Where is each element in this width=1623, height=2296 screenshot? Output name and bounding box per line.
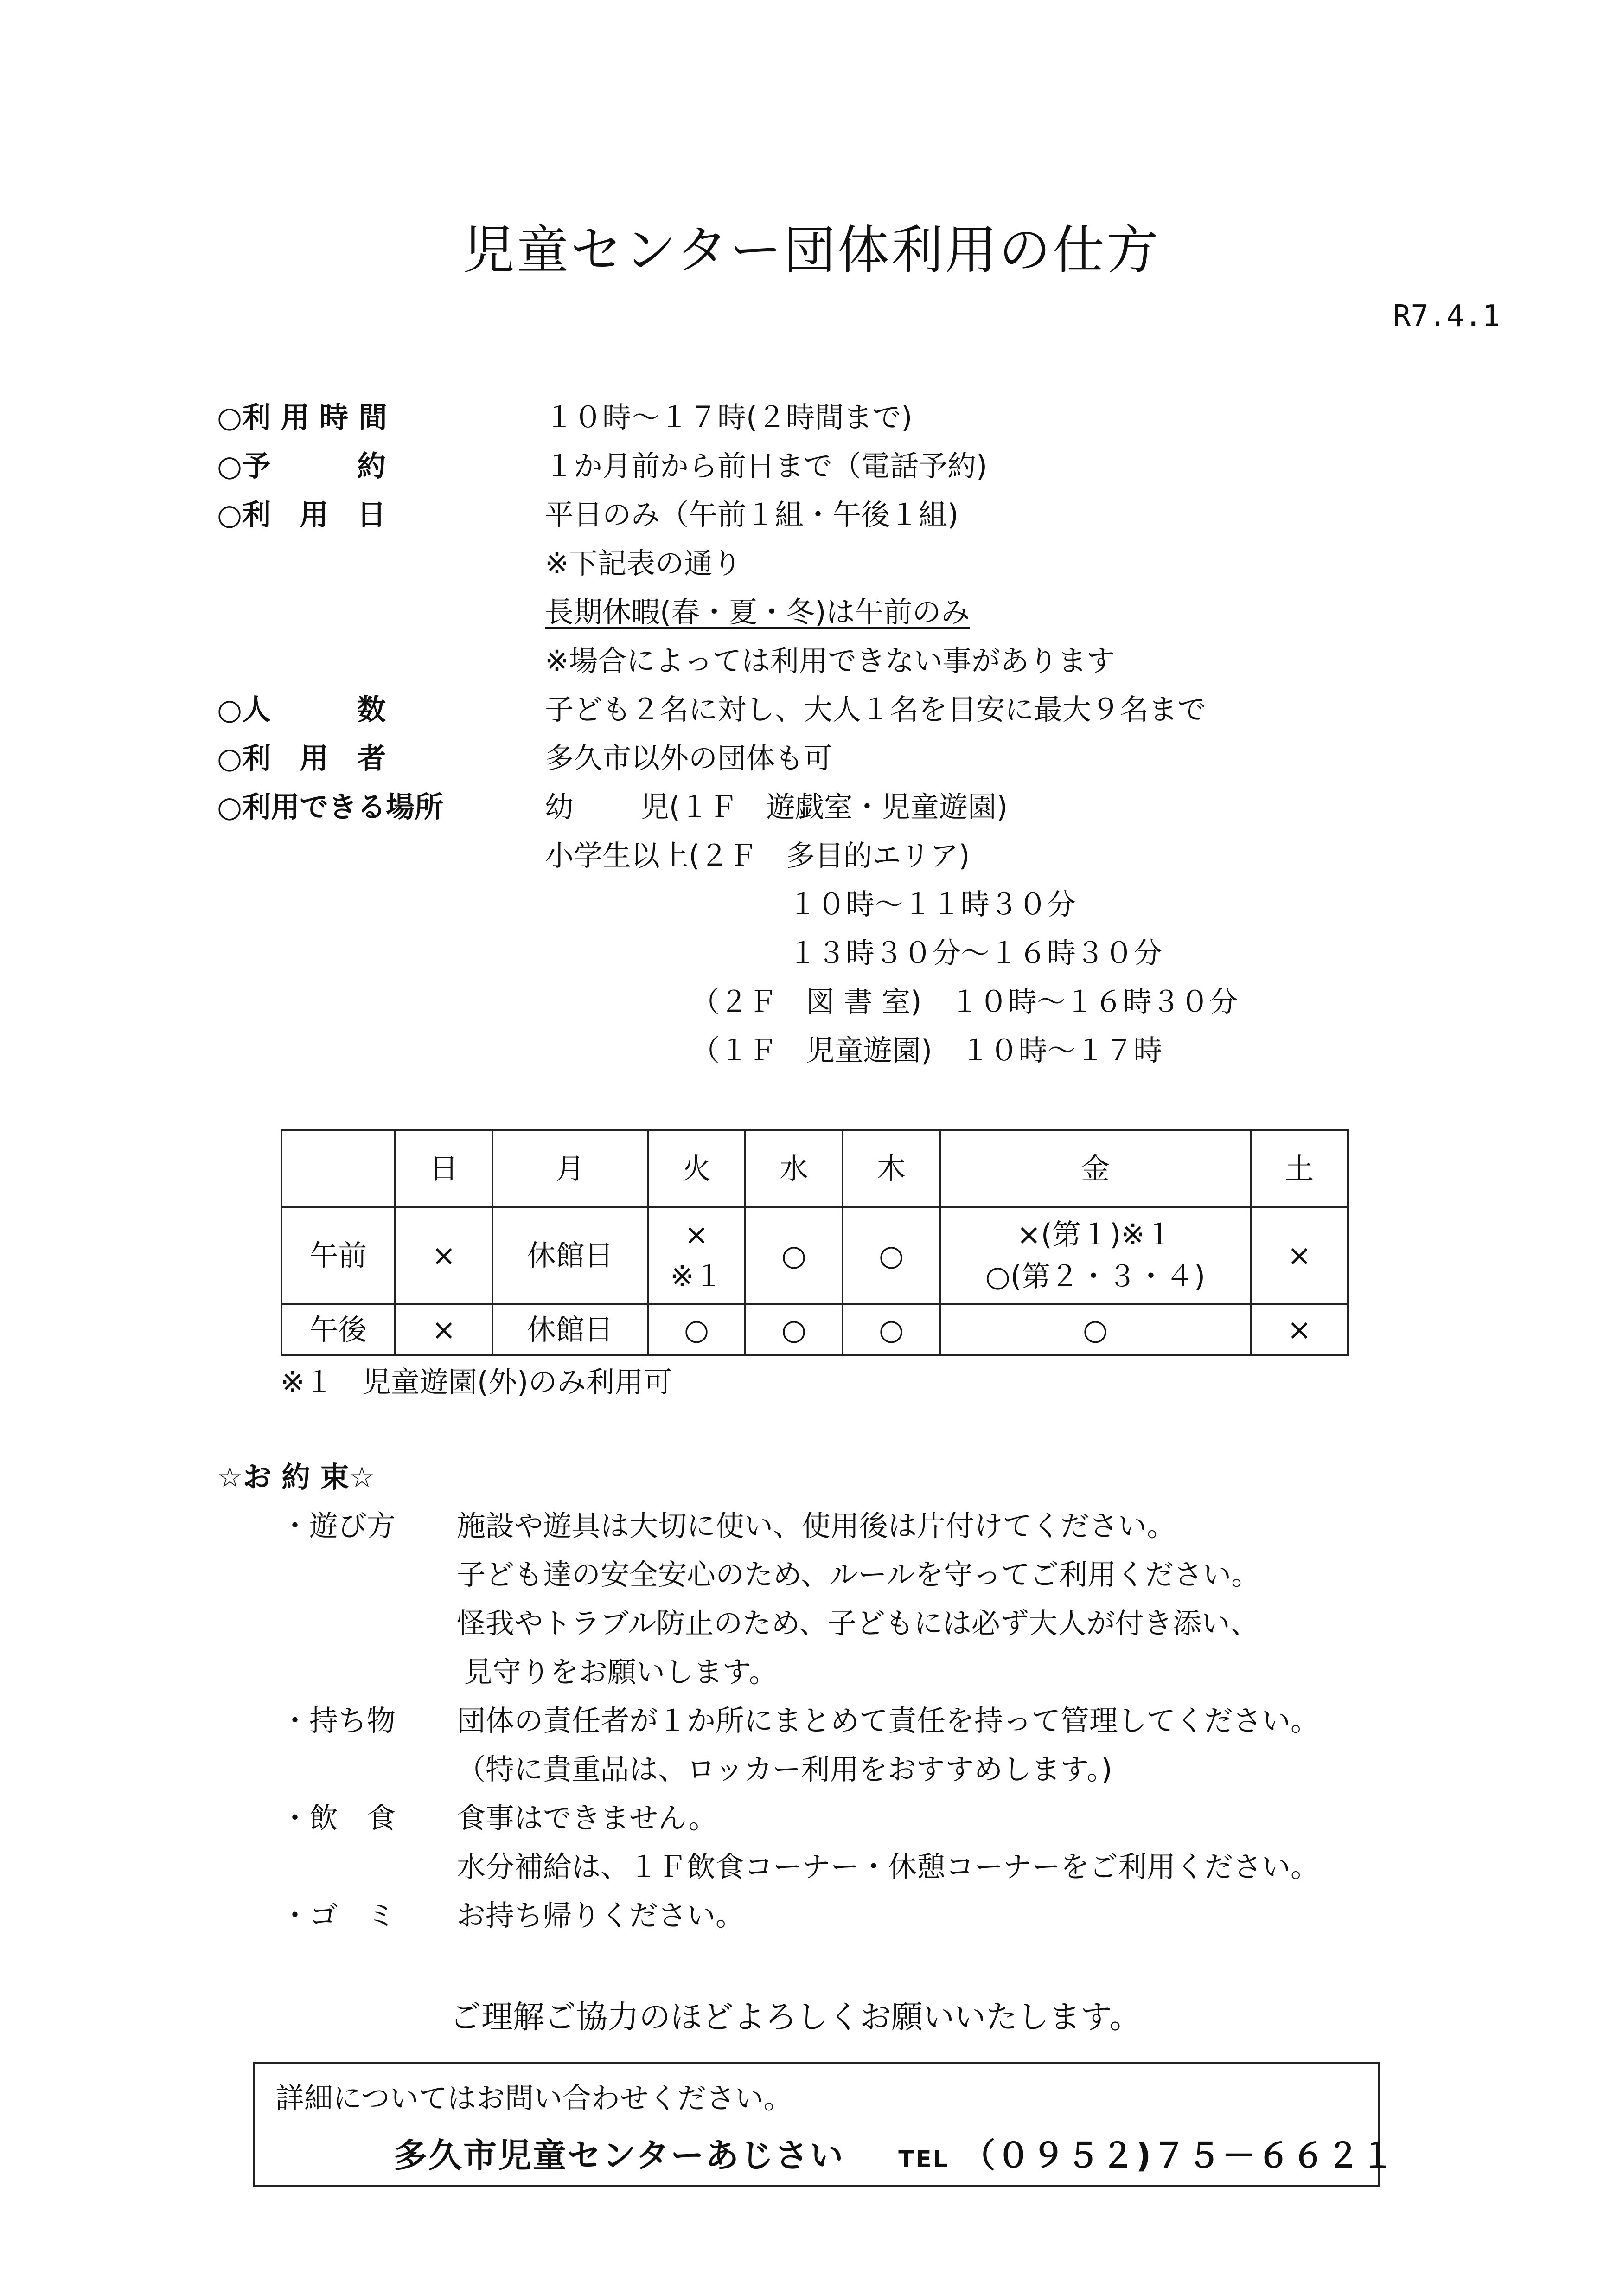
- phone-label: TEL: [898, 2146, 949, 2173]
- pm-tue: ○: [648, 1304, 745, 1355]
- contact-org: 多久市児童センターあじさい: [394, 2136, 845, 2175]
- info-place-infant: 幼 児(１Ｆ 遊戯室・児童遊園): [545, 790, 1008, 824]
- contact-details: [394, 2129, 1396, 2177]
- promise-trash-line1: お持ち帰りください。: [457, 1898, 745, 1932]
- pm-mon: 休館日: [492, 1304, 648, 1355]
- header-mon: 月: [492, 1130, 648, 1207]
- promise-play-line2: 子ども達の安全安心のため、ルールを守ってご利用ください。: [457, 1558, 1260, 1591]
- schedule-am-row: [281, 1207, 1348, 1304]
- am-fri: [940, 1207, 1251, 1304]
- header-wed: 水: [745, 1130, 843, 1207]
- info-place-elementary: 小学生以上(２Ｆ 多目的エリア): [545, 839, 970, 872]
- info-place-time1: １０時～１１時３０分: [788, 887, 1076, 921]
- header-tue: 火: [648, 1130, 745, 1207]
- promise-belongings-line1: 団体の責任者が１か所にまとめて責任を持って管理してください。: [457, 1704, 1320, 1738]
- promise-label-trash: ・ゴ ミ: [281, 1898, 396, 1932]
- header-sun: 日: [395, 1130, 492, 1207]
- am-fri-line1: ×(第１)※１: [1016, 1218, 1174, 1251]
- schedule-pm-row: [281, 1304, 1348, 1355]
- pm-sat: ×: [1251, 1304, 1348, 1355]
- promise-play-line4: 見守りをお願いします。: [464, 1655, 778, 1689]
- pm-wed: ○: [745, 1304, 843, 1355]
- promise-food-line1: 食事はできません。: [457, 1801, 717, 1835]
- promise-food-line2: 水分補給は、１Ｆ飲食コーナー・休憩コーナーをご利用ください。: [457, 1850, 1320, 1884]
- promise-heading: ☆お 約 束☆: [217, 1460, 375, 1494]
- am-tue: [648, 1207, 745, 1304]
- am-wed: ○: [745, 1207, 843, 1304]
- schedule-table: [281, 1129, 1349, 1356]
- am-sat: ×: [1251, 1207, 1348, 1304]
- promise-play-line3: 怪我やトラブル防止のため、子どもには必ず大人が付き添い、: [457, 1606, 1259, 1640]
- pm-thu: ○: [843, 1304, 940, 1355]
- header-empty: [281, 1130, 395, 1207]
- info-label-hours: ○利 用 時 間: [217, 400, 387, 434]
- phone-number[interactable]: （０９５２)７５－６６２１: [962, 2136, 1396, 2175]
- info-days-note3: ※場合によっては利用できない事があります: [545, 644, 1115, 678]
- info-label-people: ○人 数: [217, 693, 386, 726]
- info-value-users: 多久市以外の団体も可: [545, 741, 833, 775]
- pm-label: 午後: [281, 1304, 395, 1355]
- am-label: 午前: [281, 1207, 395, 1304]
- info-place-park: （１Ｆ 児童遊園) １０時～１７時: [691, 1033, 1163, 1067]
- am-fri-line2: ○(第２・３・４): [985, 1259, 1206, 1293]
- contact-box: [253, 2062, 1396, 2187]
- schedule-header-row: [281, 1130, 1348, 1207]
- revision-date: R7.4.1: [1393, 299, 1500, 333]
- pm-fri: ○: [940, 1304, 1251, 1355]
- promise-belongings-line2: （特に貴重品は、ロッカー利用をおすすめします。): [457, 1752, 1112, 1786]
- am-tue-line2: ※１: [670, 1259, 723, 1293]
- info-days-note1: ※下記表の通り: [545, 546, 741, 580]
- am-thu: ○: [843, 1207, 940, 1304]
- am-sun: ×: [395, 1207, 492, 1304]
- promise-label-belongings: ・持ち物: [281, 1704, 396, 1738]
- contact-intro: 詳細についてはお問い合わせください。: [275, 2081, 792, 2115]
- info-value-days: 平日のみ（午前１組・午後１組): [545, 498, 959, 532]
- header-sat: 土: [1251, 1130, 1348, 1207]
- info-label-users: ○利 用 者: [217, 741, 386, 775]
- page-title: 児童センター団体利用の仕方: [463, 220, 1160, 281]
- promise-label-play: ・遊び方: [281, 1509, 396, 1543]
- info-value-hours: １０時～１７時(２時間まで): [545, 400, 913, 434]
- pm-sun: ×: [395, 1304, 492, 1355]
- promise-play-line1: 施設や遊具は大切に使い、使用後は片付けてください。: [457, 1509, 1176, 1543]
- am-tue-line1: ×: [684, 1218, 709, 1251]
- header-fri: 金: [940, 1130, 1251, 1207]
- closing-message: ご理解ご協力のほどよろしくお願いいたします。: [450, 1999, 1141, 2036]
- promise-label-food: ・飲 食: [281, 1801, 396, 1835]
- info-days-note2: 長期休暇(春・夏・冬)は午前のみ: [545, 595, 970, 629]
- info-label-places: ○利用できる場所: [217, 790, 444, 824]
- am-mon: 休館日: [492, 1207, 648, 1304]
- info-place-time2: １３時３０分～１６時３０分: [788, 936, 1163, 970]
- info-place-library: （２Ｆ 図 書 室) １０時～１６時３０分: [691, 985, 1238, 1019]
- info-value-reservation: １か月前から前日まで（電話予約): [545, 449, 988, 483]
- info-value-people: 子ども２名に対し、大人１名を目安に最大９名まで: [545, 693, 1207, 726]
- info-label-reservation: ○予 約: [217, 449, 386, 483]
- info-label-days: ○利 用 日: [217, 498, 386, 532]
- header-thu: 木: [843, 1130, 940, 1207]
- schedule-note: ※１ 児童遊園(外)のみ利用可: [281, 1365, 672, 1399]
